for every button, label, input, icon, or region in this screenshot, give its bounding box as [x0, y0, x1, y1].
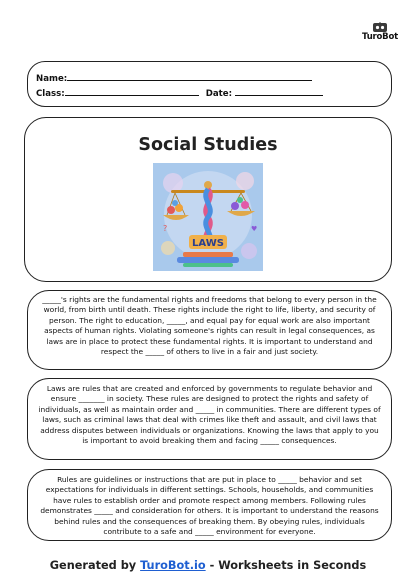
class-label: Class:: [36, 89, 65, 99]
page-title: Social Studies: [138, 135, 278, 155]
footer-suffix: - Worksheets in Seconds: [205, 559, 367, 572]
paragraph-card-2: [27, 378, 392, 460]
paragraph-text-3: Rules are guidelines or instructions that are put in place to _____ behavior and set expectations for individuals in different settings. Schools, households, and communities have rules to establish order and promote respect among members. Following rules demonstrates _____ and consideration for others. It is important to understand the reasons behind rules and the consequences of breaking them. By obeying rules, individuals contribute to a safe and _____ environment for everyone.: [40, 475, 379, 537]
date-blank[interactable]: [235, 87, 323, 96]
paragraph-card-3: [27, 469, 392, 541]
turobot-link[interactable]: TuroBot.io: [140, 559, 206, 572]
class-date-row: [36, 87, 323, 99]
paragraph-card-1: [27, 290, 392, 370]
svg-text:?: ?: [163, 224, 168, 233]
paragraph-text-1: _____'s rights are the fundamental rights and freedoms that belong to every person in the world, from birth until death. These rights include the right to life, liberty, and security of person. The right to education, _____, and equal pay for equal work are also important aspects of human rights. Violating someone's rights can result in legal consequences, as laws are in place to protect these fundamental rights. It is important to understand and respect the _____ of others to live in a fair and just society.: [42, 295, 377, 357]
name-blank[interactable]: [67, 72, 312, 81]
name-field[interactable]: [36, 72, 312, 84]
robot-icon: [370, 22, 390, 32]
name-label: Name:: [36, 74, 68, 84]
svg-text:♥: ♥: [251, 225, 258, 233]
laws-sign-text: LAWS: [192, 238, 224, 249]
class-blank[interactable]: [65, 87, 199, 96]
footer-prefix: Generated by: [49, 559, 141, 572]
footer: [0, 559, 416, 572]
turobot-logo: [358, 22, 402, 48]
logo-text: TuroBot: [362, 32, 398, 42]
paragraph-text-2: Laws are rules that are created and enforced by governments to regulate behavior and ensure _______ in society. These rules are designed to protect the rights and safety of individuals, as well as maintain order and _____ in communities. There are different types of laws, such as criminal laws that deal with crimes like theft and assault, and civil laws that address disputes between individuals or organizations. Knowing the laws that apply to you is important to avoid breaking them and facing _____ consequences.: [38, 384, 381, 446]
student-info-card: [27, 61, 392, 107]
date-label: Date:: [205, 89, 233, 99]
scales-of-justice-illustration: [153, 163, 263, 271]
